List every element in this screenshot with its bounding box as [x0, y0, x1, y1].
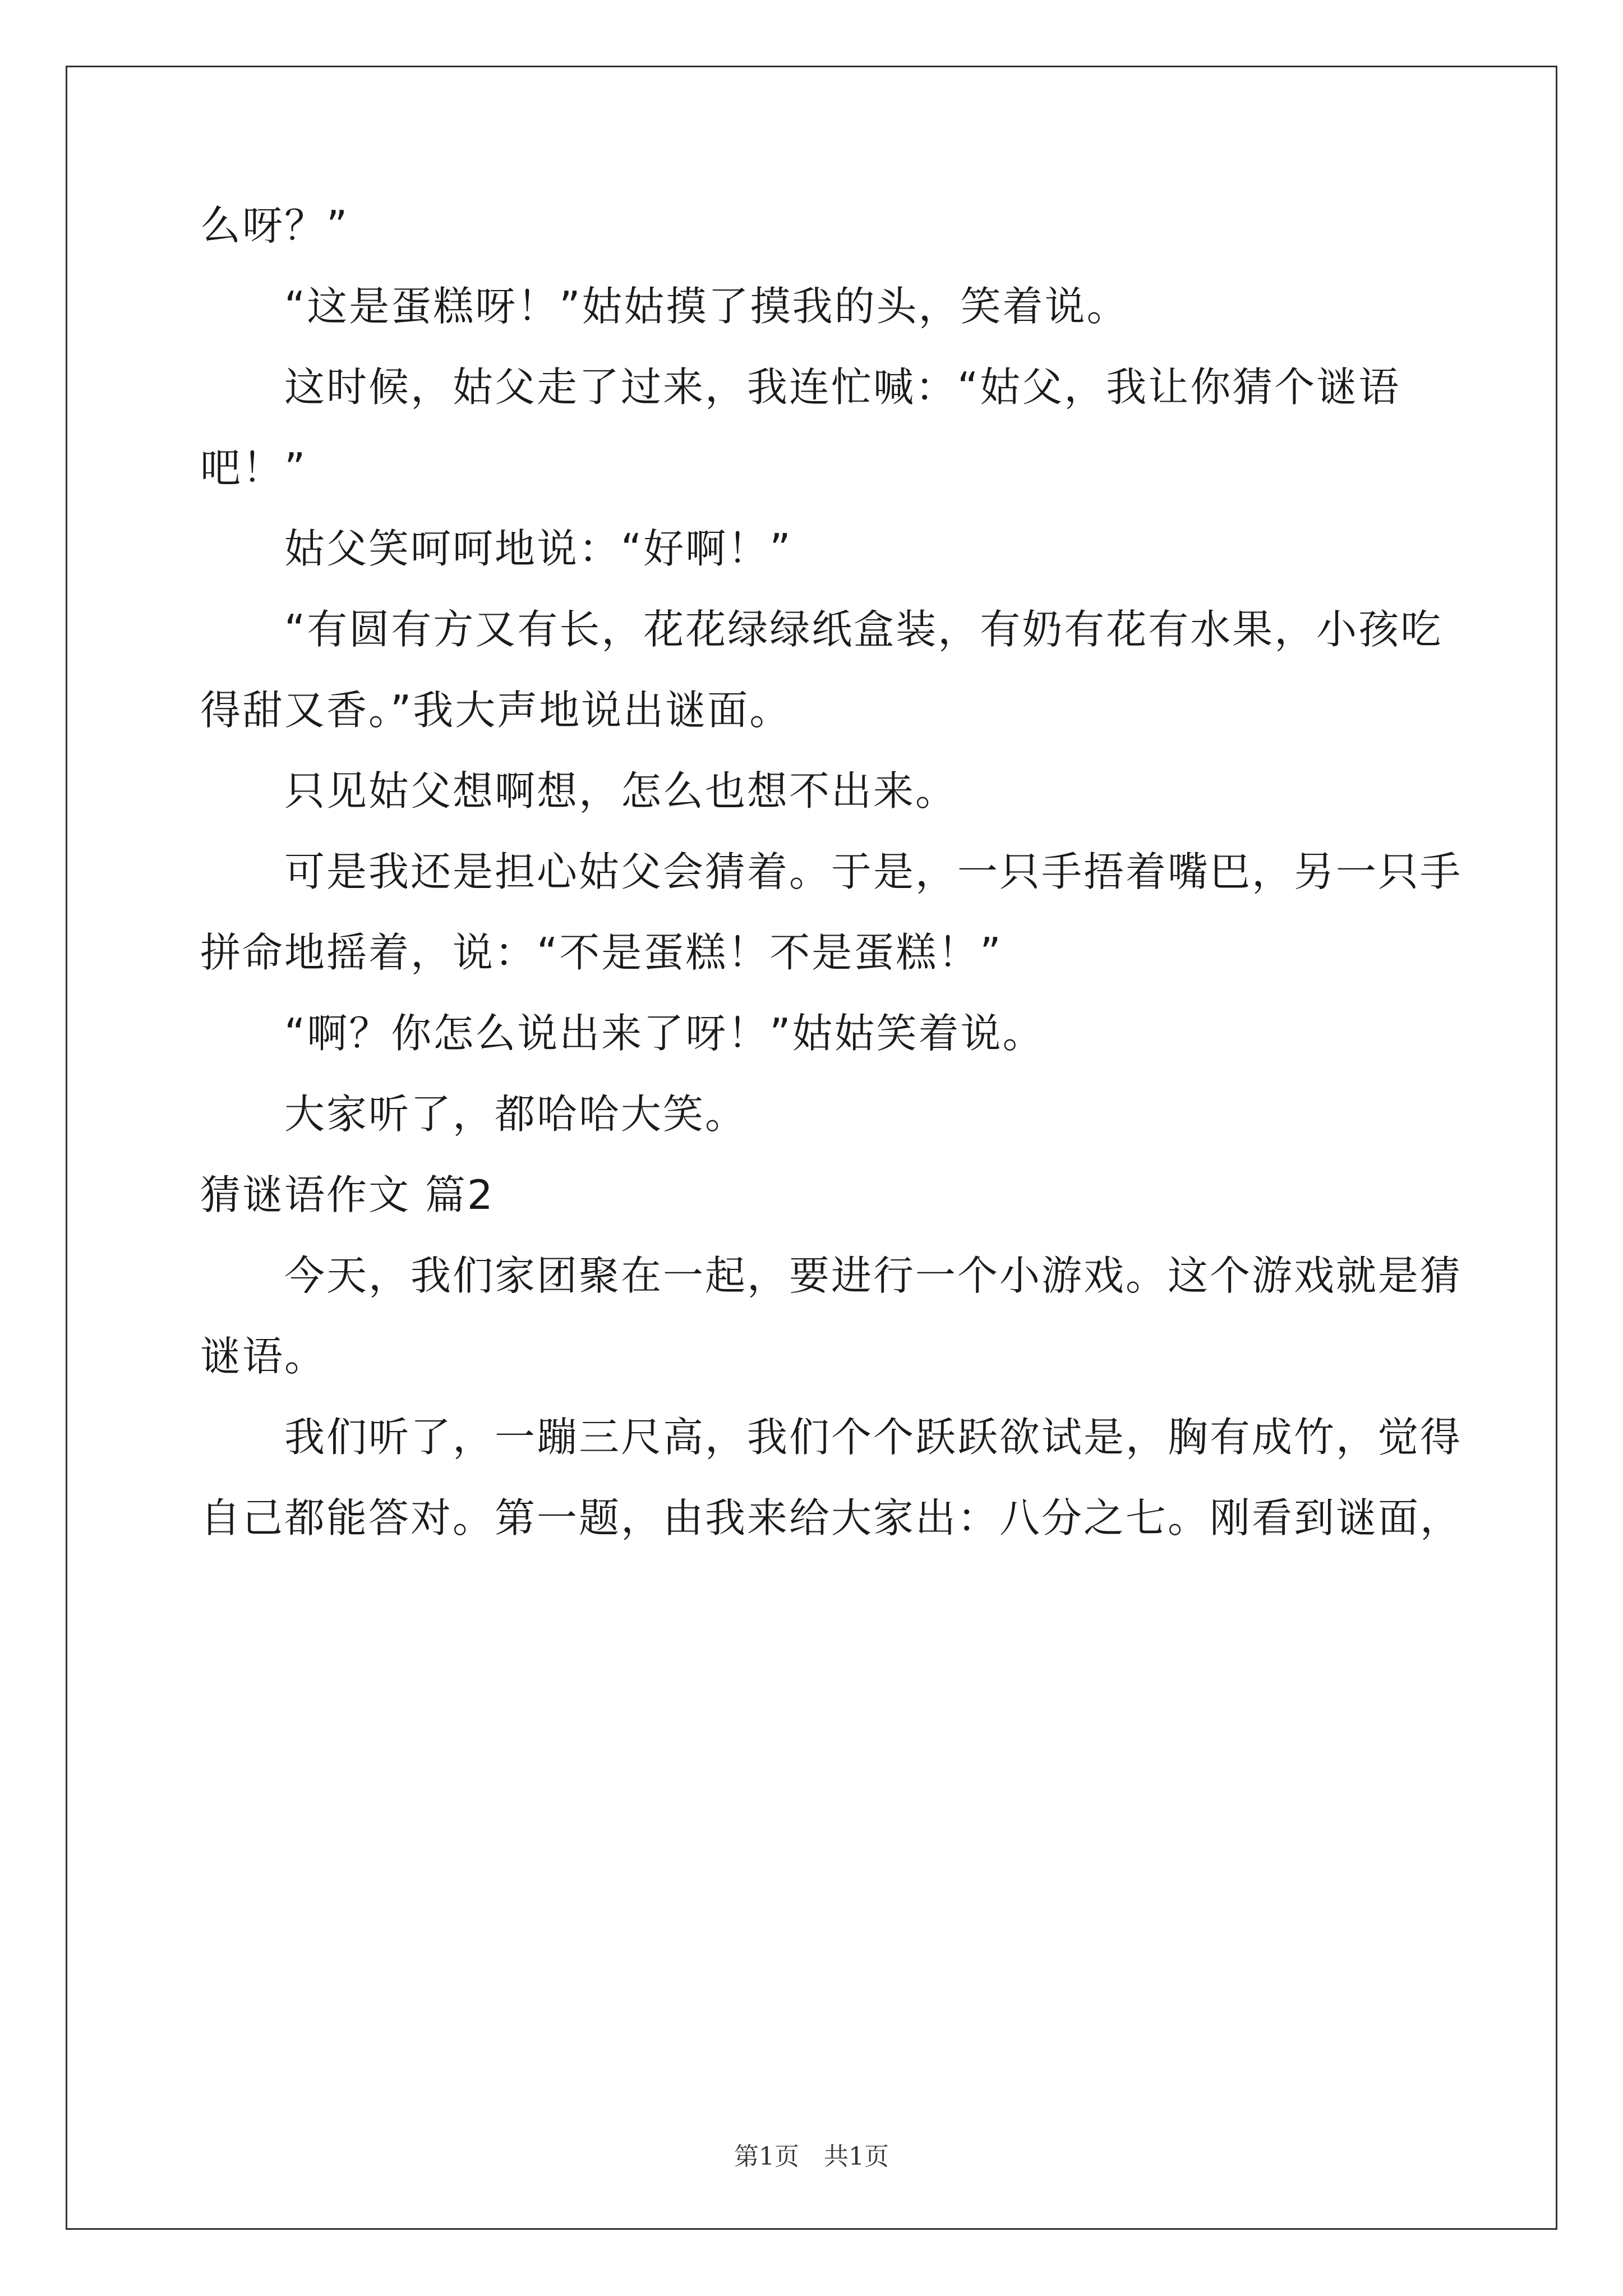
text-line: 这时候，姑父走了过来，我连忙喊：“姑父，我让你猜个谜语	[284, 364, 1401, 411]
text-line: “这是蛋糕呀！”姑姑摸了摸我的头，笑着说。	[284, 283, 1129, 330]
text-line: 可是我还是担心姑父会猜着。于是，一只手捂着嘴巴，另一只手	[284, 848, 1463, 895]
page-footer: 第1页 共1页	[734, 2142, 889, 2171]
text-line: 大家听了，都哈哈大笑。	[284, 1091, 748, 1138]
text-line: 拼命地摇着，说：“不是蛋糕！不是蛋糕！”	[200, 929, 1003, 976]
text-line: 自己都能答对。第一题，由我来给大家出：八分之七。刚看到谜面，	[200, 1494, 1463, 1542]
text-line: 吧！”	[200, 444, 307, 491]
text-line: 只见姑父想啊想，怎么也想不出来。	[284, 767, 958, 815]
text-line: 我们听了，一蹦三尺高，我们个个跃跃欲试是，胸有成竹，觉得	[284, 1414, 1463, 1461]
text-line: 得甜又香。”我大声地说出谜面。	[200, 687, 792, 734]
document-body	[200, 185, 1463, 1558]
text-line: 姑父笑呵呵地说：“好啊！”	[284, 525, 792, 572]
text-line: “有圆有方又有长，花花绿绿纸盒装，有奶有花有水果，小孩吃	[284, 606, 1443, 653]
text-line: 今天，我们家团聚在一起，要进行一个小游戏。这个游戏就是猜	[284, 1252, 1463, 1299]
section-heading: 猜谜语作文 篇2	[200, 1171, 495, 1218]
text-line: 谜语。	[200, 1333, 327, 1380]
text-line: “啊？你怎么说出来了呀！”姑姑笑着说。	[284, 1010, 1045, 1057]
text-line: 么呀？”	[200, 202, 349, 249]
